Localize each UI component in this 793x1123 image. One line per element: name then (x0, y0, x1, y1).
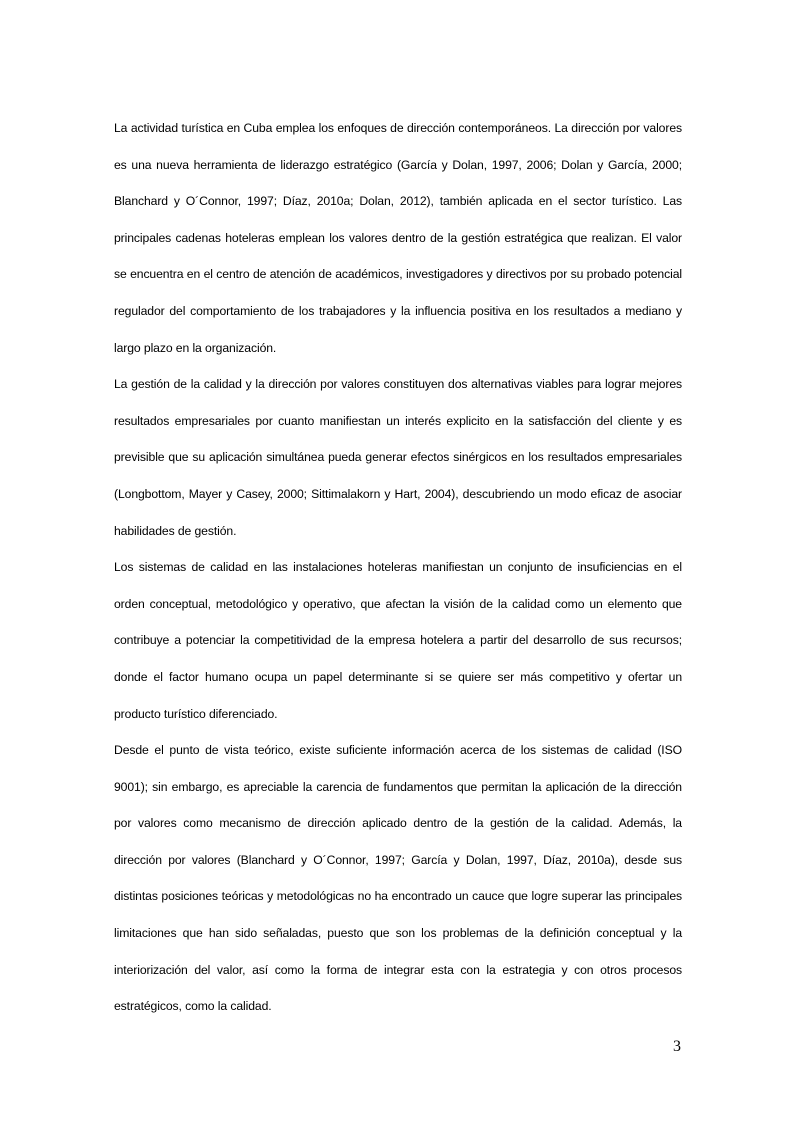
page-number: 3 (673, 1038, 681, 1055)
paragraph-tourism-management: La actividad turística en Cuba emplea los enfoques de dirección contemporáneos. La dirección por valores es una nueva herramienta de liderazgo estratégico (García y Dolan, 1997, 2006; Dolan y García, 2000; Blanchard y O´Connor, 1997; Díaz, 2010a; Dolan, 2012), también aplicada en el sector turístico. Las principales cadenas hoteleras emplean los valores dentro de la gestión estratégica que realizan. El valor se encuentra en el centro de atención de académicos, investigadores y directivos por su probado potencial regulador del comportamiento de los trabajadores y la influencia positiva en los resultados a mediano y largo plazo en la organización. (114, 121, 682, 355)
body-text (114, 110, 682, 1025)
paragraph-quality-and-values: La gestión de la calidad y la dirección por valores constituyen dos alternativas viables para lograr mejores resultados empresariales por cuanto manifiestan un interés explicito en la satisfacción del cliente y es previsible que su aplicación simultánea pueda generar efectos sinérgicos en los resultados empresariales (Longbottom, Mayer y Casey, 2000; Sittimalakorn y Hart, 2004), descubriendo un modo eficaz de asociar habilidades de gestión. (114, 377, 682, 538)
paragraph-theoretical-view: Desde el punto de vista teórico, existe suficiente información acerca de los sistemas de calidad (ISO 9001); sin embargo, es apreciable la carencia de fundamentos que permitan la aplicación de la dirección por valores como mecanismo de dirección aplicado dentro de la gestión de la calidad. Además, la dirección por valores (Blanchard y O´Connor, 1997; García y Dolan, 1997, Díaz, 2010a), desde sus distintas posiciones teóricas y metodológicas no ha encontrado un cauce que logre superar las principales limitaciones que han sido señaladas, puesto que son los problemas de la definición conceptual y la interiorización del valor, así como la forma de integrar esta con la estrategia y con otros procesos estratégicos, como la calidad. (114, 743, 682, 1014)
paragraph-quality-systems: Los sistemas de calidad en las instalaciones hoteleras manifiestan un conjunto de insuficiencias en el orden conceptual, metodológico y operativo, que afectan la visión de la calidad como un elemento que contribuye a potenciar la competitividad de la empresa hotelera a partir del desarrollo de sus recursos; donde el factor humano ocupa un papel determinante si se quiere ser más competitivo y ofertar un producto turístico diferenciado. (114, 560, 682, 721)
